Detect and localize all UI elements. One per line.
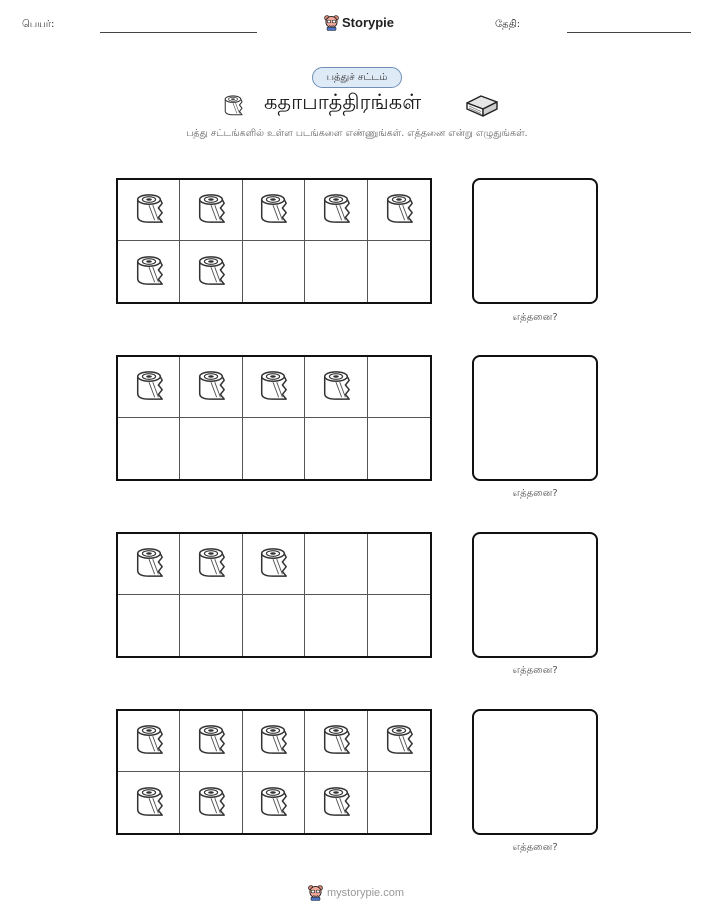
tape-roll-icon: [192, 723, 230, 759]
frame-cell: [305, 357, 367, 418]
frame-cell: [368, 241, 430, 302]
frame-cell: [368, 357, 430, 418]
tape-roll-icon: [380, 192, 418, 228]
frame-cell: [243, 772, 305, 833]
frame-cell: [368, 772, 430, 833]
frame-cell: [305, 241, 367, 302]
frame-cell: [180, 595, 242, 656]
tape-roll-icon: [130, 254, 168, 290]
name-line: [100, 32, 257, 33]
tape-roll-icon: [317, 785, 355, 821]
frame-cell: [118, 534, 180, 595]
tape-roll-icon: [192, 192, 230, 228]
frame-cell: [243, 711, 305, 772]
frame-cell: [180, 180, 242, 241]
tape-roll-icon: [380, 723, 418, 759]
answer-box[interactable]: [472, 178, 598, 304]
tape-roll-icon: [130, 369, 168, 405]
frame-cell: [243, 241, 305, 302]
frame-cell: [118, 711, 180, 772]
book-icon: [464, 92, 500, 118]
frame-cell: [180, 711, 242, 772]
footer: [308, 884, 404, 901]
tape-roll-icon: [220, 94, 246, 116]
frame-cell: [243, 534, 305, 595]
ten-frame: [116, 532, 432, 658]
answer-question-label: எத்தனை?: [512, 665, 558, 676]
page-title: கதாபாத்திரங்கள்: [264, 90, 422, 114]
frame-cell: [180, 772, 242, 833]
brand-logo: [324, 12, 394, 32]
frame-cell: [368, 418, 430, 479]
tape-roll-icon: [192, 254, 230, 290]
frame-cell: [305, 180, 367, 241]
frame-cell: [180, 534, 242, 595]
tape-roll-icon: [317, 723, 355, 759]
answer-question-label: எத்தனை?: [512, 842, 558, 853]
frame-cell: [180, 357, 242, 418]
brand-name: Storypie: [342, 14, 395, 30]
frame-cell: [368, 534, 430, 595]
frame-cell: [243, 418, 305, 479]
frame-cell: [118, 241, 180, 302]
tape-roll-icon: [130, 785, 168, 821]
date-line: [567, 32, 691, 33]
tape-roll-icon: [254, 192, 292, 228]
frame-cell: [118, 180, 180, 241]
tape-roll-icon: [254, 723, 292, 759]
footer-url: mystorypie.com: [327, 886, 405, 899]
storypie-mascot-icon: [324, 14, 339, 31]
topic-badge: பத்துச் சட்டம்: [312, 67, 402, 88]
frame-cell: [368, 595, 430, 656]
frame-cell: [243, 357, 305, 418]
answer-box[interactable]: [472, 709, 598, 835]
instructions-text: பத்து சட்டங்களில் உள்ள படங்களை எண்ணுங்கள். எத்தனை என்று எழுதுங்கள்.: [186, 128, 528, 139]
answer-question-label: எத்தனை?: [512, 488, 558, 499]
tape-roll-icon: [317, 369, 355, 405]
frame-cell: [368, 180, 430, 241]
frame-cell: [118, 595, 180, 656]
frame-cell: [118, 357, 180, 418]
answer-box[interactable]: [472, 532, 598, 658]
title-row: [0, 88, 714, 122]
answer-question-label: எத்தனை?: [512, 312, 558, 323]
ten-frame: [116, 709, 432, 835]
tape-roll-icon: [254, 785, 292, 821]
answer-box[interactable]: [472, 355, 598, 481]
tape-roll-icon: [192, 785, 230, 821]
frame-cell: [368, 711, 430, 772]
ten-frame: [116, 178, 432, 304]
tape-roll-icon: [192, 546, 230, 582]
frame-cell: [305, 418, 367, 479]
frame-cell: [305, 534, 367, 595]
tape-roll-icon: [130, 192, 168, 228]
tape-roll-icon: [192, 369, 230, 405]
tape-roll-icon: [254, 546, 292, 582]
storypie-mascot-icon: [308, 884, 323, 901]
frame-cell: [180, 241, 242, 302]
tape-roll-icon: [254, 369, 292, 405]
frame-cell: [243, 595, 305, 656]
tape-roll-icon: [317, 192, 355, 228]
name-label: பெயர்:: [22, 19, 55, 30]
frame-cell: [243, 180, 305, 241]
frame-cell: [305, 772, 367, 833]
tape-roll-icon: [130, 546, 168, 582]
frame-cell: [118, 418, 180, 479]
date-label: தேதி:: [495, 19, 521, 30]
tape-roll-icon: [130, 723, 168, 759]
ten-frame: [116, 355, 432, 481]
frame-cell: [118, 772, 180, 833]
frame-cell: [180, 418, 242, 479]
frame-cell: [305, 595, 367, 656]
frame-cell: [305, 711, 367, 772]
